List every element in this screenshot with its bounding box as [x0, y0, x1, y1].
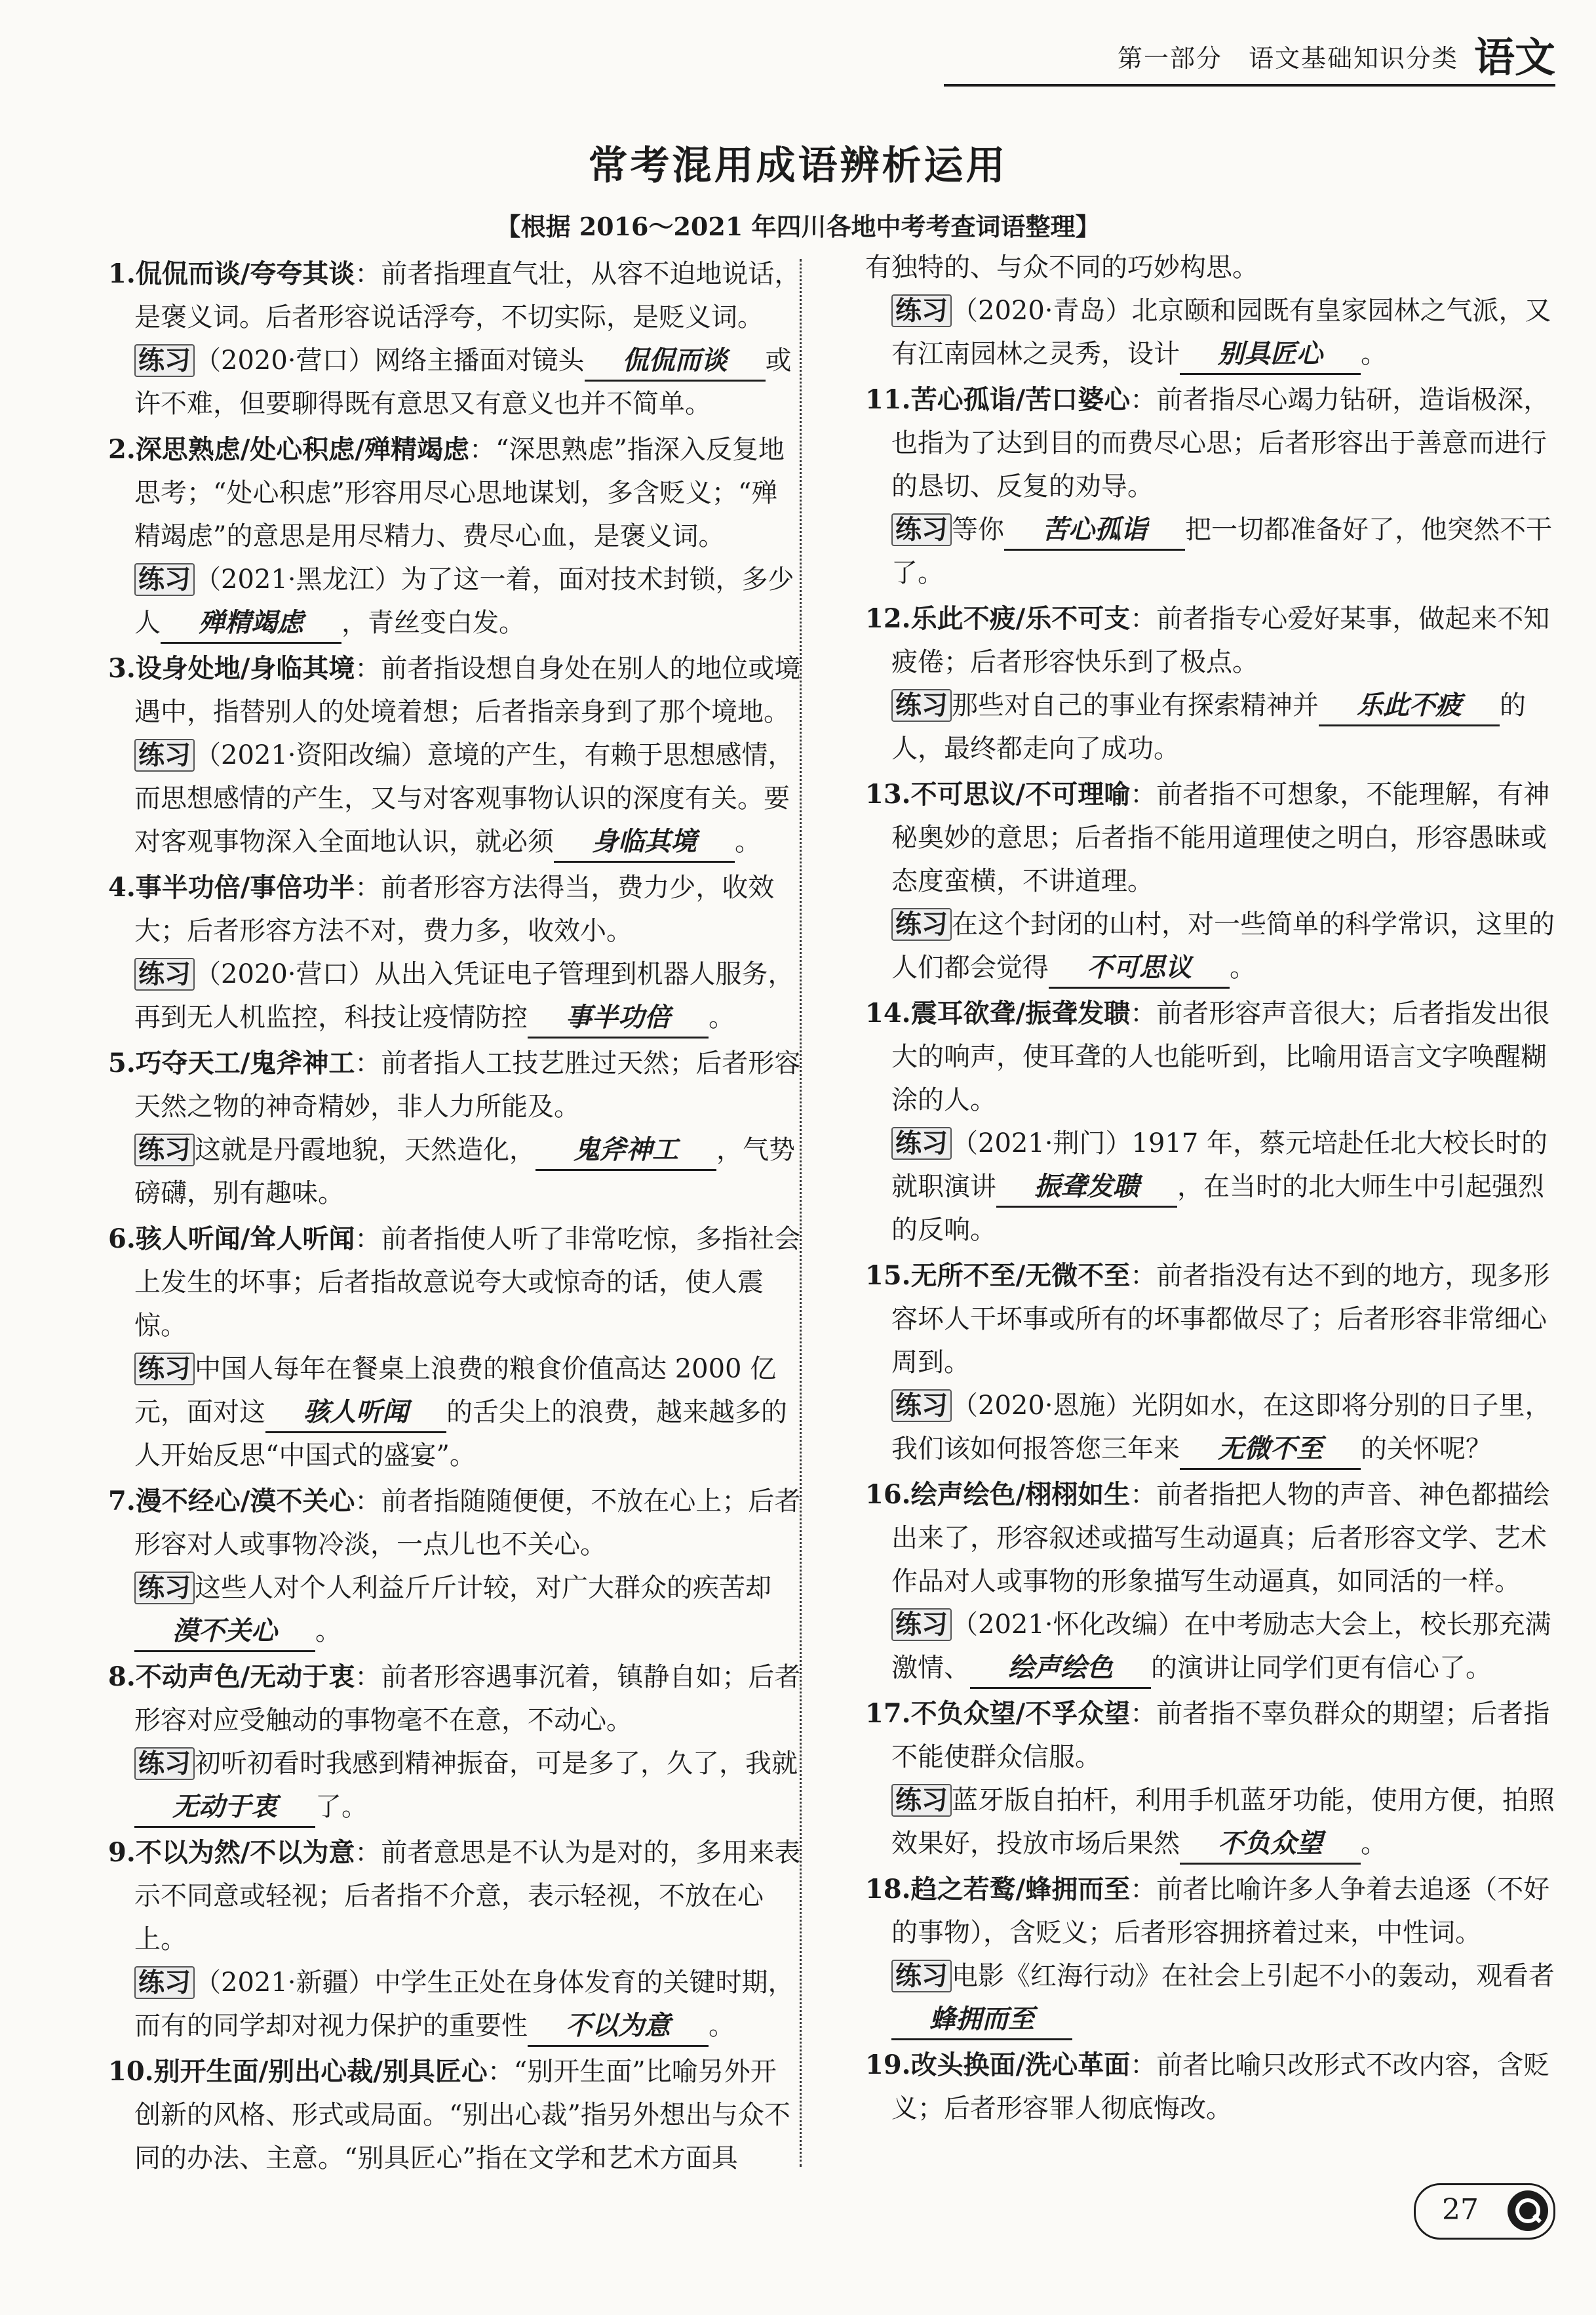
entry-number: 8.	[108, 1661, 136, 1692]
idiom-pair: 绘声绘色/栩栩如生	[910, 1480, 1131, 1510]
definition-text: ：前者指人工技艺胜过天然；后者形容天然之物的神奇精妙，非人力所能及。	[134, 1048, 801, 1122]
practice-tag: 练习	[891, 294, 952, 327]
definition	[108, 1655, 802, 1742]
entry-item	[108, 647, 802, 863]
definition-text: ：前者指没有达不到的地方，现多形容坏人干坏事或所有的坏事都做尽了；后者形容非常细心周到。	[891, 1261, 1550, 1377]
definition-continued: 有独特的、与众不同的巧妙构思。	[865, 252, 1258, 283]
definition-text: ：前者意思是不认为是对的，多用来表示不同意或轻视；后者指不介意，表示轻视，不放在心上。	[134, 1838, 801, 1954]
entry-number: 13.	[865, 779, 911, 810]
practice-text-post: 的人，最终都走向了成功。	[891, 690, 1526, 764]
practice-line	[108, 558, 802, 644]
subject-label: 语文	[1473, 33, 1555, 81]
entry-item	[108, 252, 802, 425]
practice-text-post: ，气势磅礴，别有趣味。	[134, 1135, 795, 1208]
practice-text-post: ，在当时的北大师生中引起强烈的反响。	[891, 1172, 1544, 1245]
definition	[108, 2050, 802, 2180]
entry-10-continued	[865, 246, 1559, 376]
practice-text-pre: 在这个封闭的山村，对一些简单的科学常识，这里的人们都会觉得	[891, 909, 1555, 983]
page-number: 27	[1442, 2193, 1479, 2226]
entry-item	[108, 428, 802, 644]
entry-item	[865, 378, 1559, 595]
definition-text: ：前者指不辜负群众的期望；后者指不能使群众信服。	[891, 1699, 1550, 1772]
practice-text-pre: 电影《红海行动》在社会上引起不小的轰动，观看者	[952, 1961, 1555, 1991]
answer-blank: 无动于衷	[134, 1788, 315, 1828]
practice-line	[108, 1128, 802, 1215]
definition	[865, 1473, 1559, 1603]
entry-number: 17.	[865, 1698, 911, 1729]
idiom-pair: 苦心孤诣/苦口婆心	[910, 385, 1131, 415]
entry-item	[865, 1692, 1559, 1865]
entry-number: 6.	[108, 1223, 136, 1254]
entry-item	[865, 2044, 1559, 2130]
idiom-pair: 趋之若鹜/蜂拥而至	[910, 1874, 1131, 1905]
definition-text: ：前者指不可想象，不能理解，有神秘奥妙的意思；后者指不能用道理使之明白，形容愚昧或态度蛮横，不讲道理。	[891, 780, 1550, 896]
idiom-pair: 侃侃而谈/夸夸其谈	[135, 259, 355, 289]
practice-text-pre: 等你	[952, 515, 1004, 545]
practice-line	[865, 1779, 1559, 1865]
idiom-pair: 深思熟虑/处心积虑/殚精竭虑	[135, 435, 469, 465]
practice-line	[108, 1347, 802, 1477]
practice-text-post: 。	[1361, 339, 1387, 369]
entry-number: 12.	[865, 603, 911, 634]
practice-text-pre: （2020·营口）从出入凭证电子管理到机器人服务，再到无人机监控，科技让疫情防控	[134, 959, 794, 1033]
definition	[108, 1480, 802, 1566]
entry-number: 10.	[108, 2056, 154, 2087]
definition	[865, 597, 1559, 684]
entry-number: 1.	[108, 258, 136, 289]
practice-text-pre: 这就是丹霞地貌，天然造化，	[195, 1135, 535, 1165]
page-header	[0, 0, 1596, 92]
answer-blank: 绘声绘色	[970, 1649, 1151, 1689]
practice-text-pre: （2020·营口）网络主播面对镜头	[195, 346, 585, 376]
entry-item	[865, 1254, 1559, 1471]
entry-item	[108, 1217, 802, 1477]
answer-blank: 漠不关心	[134, 1612, 315, 1652]
definition-text: ：前者形容遇事沉着，镇静自如；后者形容对应受触动的事物毫不在意，不动心。	[134, 1662, 801, 1735]
practice-tag: 练习	[134, 563, 195, 596]
definition	[108, 1042, 802, 1128]
answer-blank: 事半功倍	[528, 999, 709, 1039]
practice-tag: 练习	[134, 958, 195, 991]
idiom-pair: 巧夺天工/鬼斧神工	[135, 1048, 355, 1078]
practice-tag: 练习	[134, 1353, 195, 1385]
page-number-badge	[1414, 2183, 1555, 2240]
practice-tag: 练习	[891, 908, 952, 941]
entry-item	[865, 773, 1559, 989]
idiom-pair: 骇人听闻/耸人听闻	[135, 1224, 355, 1254]
entry-number: 18.	[865, 1874, 911, 1905]
practice-tag: 练习	[134, 739, 195, 772]
idiom-pair: 改头换面/洗心革面	[910, 2050, 1131, 2080]
practice-line	[865, 508, 1559, 595]
source-note: 【根据 2016～2021 年四川各地中考考查词语整理】	[496, 212, 1100, 241]
idiom-pair: 震耳欲聋/振聋发聩	[910, 999, 1131, 1029]
definition-text: ：前者指使人听了非常吃惊，多指社会上发生的坏事；后者指故意说夸大或惊奇的话，使人震惊。	[134, 1224, 801, 1341]
idiom-pair: 不以为然/不以为意	[135, 1838, 355, 1868]
idiom-pair: 乐此不疲/乐不可支	[910, 604, 1131, 634]
entry-item	[865, 1868, 1559, 2041]
practice-text-post: 。	[709, 1002, 735, 1033]
practice-text-post: 的关怀呢？	[1361, 1434, 1492, 1464]
definition	[108, 428, 802, 558]
idiom-pair: 无所不至/无微不至	[910, 1261, 1131, 1291]
search-icon	[1508, 2190, 1548, 2231]
page-title: 常考混用成语辨析运用	[588, 143, 1008, 189]
entry-item	[865, 1473, 1559, 1690]
section-label: 第一部分 语文基础知识分类	[1117, 44, 1458, 73]
practice-line	[108, 1961, 802, 2048]
practice-line	[865, 289, 1559, 376]
definition	[865, 773, 1559, 903]
definition-text: ：前者形容方法得当，费力少，收效大；后者形容方法不对，费力多，收效小。	[134, 873, 775, 946]
practice-text-pre: 那些对自己的事业有探索精神并	[952, 690, 1319, 721]
practice-tag: 练习	[134, 1572, 195, 1604]
definition-text: ：前者指尽心竭力钻研，造诣极深，也指为了达到目的而费尽心思；后者形容出于善意而进行的恳切、反复的劝导。	[891, 385, 1550, 502]
practice-tag: 练习	[891, 1784, 952, 1817]
entry-item	[108, 866, 802, 1039]
practice-line	[108, 953, 802, 1039]
definition-text: ：前者形容声音很大；后者指发出很大的响声，使耳聋的人也能听到，比喻用语言文字唤醒糊涂的人。	[891, 999, 1550, 1115]
definition	[865, 992, 1559, 1122]
idiom-pair: 不动声色/无动于衷	[135, 1662, 355, 1692]
practice-text-post: 的演讲让同学们更有信心了。	[1151, 1653, 1492, 1683]
practice-tag: 练习	[134, 344, 195, 377]
practice-text-pre: 中国人每年在餐桌上浪费的粮食价值高达 2000 亿元，面对这	[134, 1354, 777, 1427]
answer-blank: 振聋发聩	[996, 1168, 1177, 1208]
entry-number: 15.	[865, 1260, 911, 1291]
answer-blank: 蜂拥而至	[891, 2000, 1072, 2040]
practice-line	[108, 734, 802, 863]
definition-text: ：前者比喻只改形式不改内容，含贬义；后者形容罪人彻底悔改。	[891, 2050, 1550, 2124]
practice-text-pre: 这些人对个人利益斤斤计较，对广大群众的疾苦却	[195, 1573, 771, 1603]
practice-line	[865, 1954, 1559, 2041]
definition-text: ：“深思熟虑”指深入反复地思考；“处心积虑”形容用尽心思地谋划，多含贬义；“殚精竭虑”的意思是用尽精力、费尽心血，是褒义词。	[134, 435, 785, 551]
practice-tag: 练习	[891, 1960, 952, 1992]
practice-text-pre: （2020·青岛）北京颐和园既有皇家园林之气派，又有江南园林之灵秀，设计	[891, 296, 1551, 369]
practice-line	[108, 339, 802, 425]
definition	[108, 647, 802, 734]
entry-item	[865, 597, 1559, 770]
practice-text-post: 或许不难，但要聊得既有意思又有意义也并不简单。	[134, 346, 792, 419]
practice-tag: 练习	[134, 1966, 195, 1999]
answer-blank: 殚精竭虑	[161, 604, 341, 644]
practice-text-pre: （2020·恩施）光阴如水，在这即将分别的日子里，我们该如何报答您三年来	[891, 1391, 1551, 1464]
entry-number: 3.	[108, 653, 136, 684]
practice-line	[865, 1603, 1559, 1690]
idiom-pair: 别开生面/别出心裁/别具匠心	[153, 2057, 488, 2087]
definition	[108, 1217, 802, 1347]
definition	[865, 2044, 1559, 2130]
practice-line	[108, 1566, 802, 1653]
idiom-pair: 不可思议/不可理喻	[910, 780, 1131, 810]
entry-number: 4.	[108, 872, 136, 903]
answer-blank: 侃侃而谈	[585, 342, 766, 382]
definition	[108, 866, 802, 953]
entry-number: 7.	[108, 1486, 136, 1516]
practice-tag: 练习	[134, 1134, 195, 1166]
practice-text-pre: （2021·黑龙江）为了这一着，面对技术封锁，多少人	[134, 564, 794, 638]
entry-number: 5.	[108, 1048, 136, 1078]
practice-text-post: ，青丝变白发。	[341, 608, 525, 638]
definition	[865, 378, 1559, 508]
answer-blank: 别具匠心	[1180, 335, 1361, 375]
practice-tag: 练习	[891, 1127, 952, 1160]
idiom-pair: 漫不经心/漠不关心	[135, 1486, 355, 1516]
definition-text: ：前者指设想自身处在别人的地位或境遇中，指替别人的处境着想；后者指亲身到了那个境地。	[134, 654, 801, 727]
practice-tag: 练习	[134, 1747, 195, 1780]
practice-text-pre: 初听初看时我感到精神振奋，可是多了，久了，我就	[195, 1749, 798, 1779]
practice-text-post: 。	[1361, 1829, 1387, 1859]
practice-tag: 练习	[891, 689, 952, 722]
practice-text-pre: （2021·资阳改编）意境的产生，有赖于思想感情，而思想感情的产生，又与对客观事物认识的深度有关。要对客观事物深入全面地认识，就必须	[134, 740, 794, 857]
practice-tag: 练习	[891, 1389, 952, 1422]
practice-line	[865, 1122, 1559, 1252]
practice-tag: 练习	[891, 513, 952, 546]
answer-blank: 不可思议	[1049, 949, 1230, 989]
answer-blank: 身临其境	[554, 823, 735, 863]
definition	[108, 252, 802, 339]
idiom-pair: 设身处地/身临其境	[135, 654, 355, 684]
idiom-pair: 不负众望/不孚众望	[910, 1699, 1131, 1729]
header-rule	[944, 84, 1555, 87]
practice-line	[865, 684, 1559, 770]
entry-number: 14.	[865, 998, 911, 1029]
practice-text-post: 把一切都准备好了，他突然不干了。	[891, 515, 1552, 588]
answer-blank: 骇人听闻	[265, 1393, 446, 1433]
practice-text-post: 了。	[315, 1792, 368, 1822]
practice-text-pre: （2021·荆门）1917 年，蔡元培赴任北大校长时的就职演讲	[891, 1128, 1548, 1202]
entry-item	[108, 2050, 802, 2180]
practice-text-post: 。	[1230, 953, 1256, 983]
practice-text-post: 。	[709, 2011, 735, 2041]
answer-blank: 无微不至	[1180, 1430, 1361, 1470]
practice-tag: 练习	[891, 1608, 952, 1641]
practice-text-pre: 蓝牙版自拍杆，利用手机蓝牙功能，使用方便，拍照效果好，投放市场后果然	[891, 1785, 1555, 1859]
entry-number: 11.	[865, 384, 911, 415]
entry-number: 2.	[108, 434, 136, 465]
definition-text: ：“别开生面”比喻另外开创新的风格、形式或局面。“别出心裁”指另外想出与众不同的办法、主意。“别具匠心”指在文学和艺术方面具	[134, 2057, 790, 2173]
entry-number: 16.	[865, 1479, 911, 1510]
answer-blank: 不负众望	[1180, 1825, 1361, 1865]
definition-text: ：前者指随随便便，不放在心上；后者形容对人或事物冷淡，一点儿也不关心。	[134, 1486, 801, 1560]
definition-text: ：前者指理直气壮，从容不迫地说话，是褒义词。后者形容说话浮夸，不切实际，是贬义词。	[134, 259, 801, 332]
entry-number: 19.	[865, 2049, 911, 2080]
practice-text-post: 。	[315, 1616, 341, 1646]
entry-item	[108, 1042, 802, 1215]
practice-text-pre: （2021·怀化改编）在中考励志大会上，校长那充满激情、	[891, 1610, 1551, 1683]
answer-blank: 不以为意	[528, 2007, 709, 2047]
entry-item	[108, 1655, 802, 1829]
practice-text-post: 。	[735, 827, 761, 857]
entry-number: 9.	[108, 1837, 136, 1868]
entry-item	[108, 1480, 802, 1653]
entry-item	[865, 992, 1559, 1252]
answer-blank: 鬼斧神工	[535, 1131, 716, 1171]
entry-item	[108, 1831, 802, 2048]
definition-text: ：前者指专心爱好某事，做起来不知疲倦；后者形容快乐到了极点。	[891, 604, 1550, 677]
answer-blank: 苦心孤诣	[1004, 511, 1185, 551]
definition-text: ：前者指把人物的声音、神色都描绘出来了，形容叙述或描写生动逼真；后者形容文学、艺术作品对人或事物的形象描写生动逼真，如同活的一样。	[891, 1480, 1550, 1596]
definition	[865, 1254, 1559, 1384]
idiom-pair: 事半功倍/事倍功半	[135, 873, 355, 903]
right-column	[865, 246, 1559, 2133]
definition	[865, 1868, 1559, 1954]
practice-line	[865, 1384, 1559, 1471]
answer-blank: 乐此不疲	[1319, 686, 1500, 726]
column-divider	[800, 259, 802, 2167]
definition	[108, 1831, 802, 1961]
practice-text-pre: （2021·新疆）中学生正处在身体发育的关键时期，而有的同学却对视力保护的重要性	[134, 1968, 794, 2041]
left-column	[108, 252, 802, 2183]
practice-line	[865, 903, 1559, 989]
practice-text-post: 的舌尖上的浪费，越来越多的人开始反思“中国式的盛宴”。	[134, 1397, 787, 1471]
practice-line	[108, 1742, 802, 1829]
definition	[865, 1692, 1559, 1779]
definition-text: ：前者比喻许多人争着去追逐（不好的事物），含贬义；后者形容拥挤着过来，中性词。	[891, 1874, 1550, 1948]
